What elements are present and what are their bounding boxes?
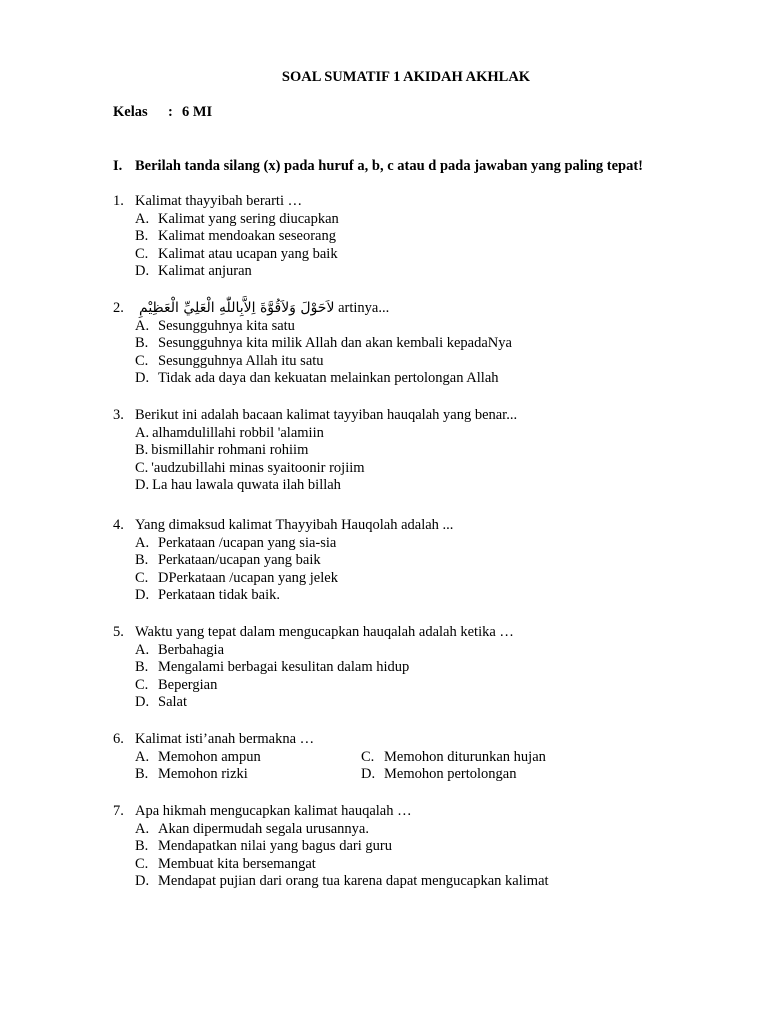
option-c xyxy=(113,677,753,695)
option-text: 'audzubillahi minas syaitoonir rojiim xyxy=(151,459,365,476)
option-text: La hau lawala quwata ilah billah xyxy=(152,477,341,494)
option-b xyxy=(113,442,753,460)
option-text: Kalimat mendoakan seseorang xyxy=(158,228,336,245)
question-text: Yang dimaksud kalimat Thayyibah Hauqolah adalah ... xyxy=(135,517,454,533)
option-letter: D. xyxy=(135,587,150,604)
question-number: 7. xyxy=(113,803,124,819)
option-d xyxy=(113,873,753,891)
option-text: Memohon ampun xyxy=(158,748,261,765)
option-text: Kalimat yang sering diucapkan xyxy=(158,210,339,227)
option-text: Memohon diturunkan hujan xyxy=(384,748,546,765)
option-text: Berbahagia xyxy=(158,641,225,658)
section-number: I. xyxy=(113,158,123,174)
option-letter: D. xyxy=(361,766,376,783)
question-1 xyxy=(113,193,753,281)
option-a xyxy=(113,642,753,660)
option-b xyxy=(113,659,753,677)
option-text: Perkataan /ucapan yang sia-sia xyxy=(158,534,337,551)
option-d xyxy=(113,263,753,281)
option-letter: A. xyxy=(135,820,150,837)
question-number: 6. xyxy=(113,731,124,747)
option-letter: B. xyxy=(135,552,149,569)
option-text: Kalimat anjuran xyxy=(158,263,252,280)
option-d xyxy=(361,766,661,784)
class-label: Kelas xyxy=(113,104,148,120)
option-text: Mendapatkan nilai yang bagus dari guru xyxy=(158,838,392,855)
option-letter: B. xyxy=(135,838,149,855)
option-c xyxy=(113,246,753,264)
option-d xyxy=(113,370,753,388)
option-c xyxy=(113,856,753,874)
option-d xyxy=(113,477,753,495)
option-letter: D. xyxy=(135,263,150,280)
option-text: Perkataan tidak baik. xyxy=(158,587,280,604)
option-a xyxy=(113,318,753,336)
option-text: Mendapat pujian dari orang tua karena dapat mengucapkan kalimat xyxy=(158,873,549,890)
question-text: Berikut ini adalah bacaan kalimat tayyiban hauqalah yang benar... xyxy=(135,407,518,423)
option-c xyxy=(361,749,661,767)
option-letter: D. xyxy=(135,873,150,890)
option-c xyxy=(113,460,753,478)
question-7 xyxy=(113,803,753,891)
option-text: Sesungguhnya kita milik Allah dan akan kembali kepadaNya xyxy=(158,335,512,352)
option-letter: B. xyxy=(135,335,149,352)
option-text: Kalimat atau ucapan yang baik xyxy=(158,245,338,262)
option-c xyxy=(113,353,753,371)
question-number: 5. xyxy=(113,624,124,640)
option-letter: B. xyxy=(135,442,149,459)
option-letter: C. xyxy=(135,676,149,693)
option-a xyxy=(113,425,753,443)
option-letter: A. xyxy=(135,210,150,227)
question-number: 4. xyxy=(113,517,124,533)
question-number: 3. xyxy=(113,407,124,423)
option-letter: C. xyxy=(135,855,149,872)
option-letter: B. xyxy=(135,228,149,245)
option-letter: B. xyxy=(135,766,149,783)
option-letter: A. xyxy=(135,534,150,551)
option-text: Perkataan/ucapan yang baik xyxy=(158,552,321,569)
option-a xyxy=(113,211,753,229)
question-text: Kalimat thayyibah berarti … xyxy=(135,193,303,209)
option-text: Memohon rizki xyxy=(158,766,248,783)
option-text: bismillahir rohmani rohiim xyxy=(151,442,309,459)
question-4 xyxy=(113,517,753,605)
option-letter: A. xyxy=(135,424,150,441)
option-text: Bepergian xyxy=(158,676,218,693)
question-5 xyxy=(113,624,753,712)
option-text: Sesungguhnya kita satu xyxy=(158,317,295,334)
option-text: DPerkataan /ucapan yang jelek xyxy=(158,569,338,586)
question-number: 1. xyxy=(113,193,124,209)
option-letter: A. xyxy=(135,641,150,658)
option-d xyxy=(113,694,753,712)
option-a xyxy=(135,749,361,767)
option-letter: C. xyxy=(135,352,149,369)
option-c xyxy=(113,570,753,588)
question-6 xyxy=(113,731,753,784)
option-letter: C. xyxy=(135,569,149,586)
option-letter: C. xyxy=(361,748,375,765)
option-text: Tidak ada daya dan kekuatan melainkan pertolongan Allah xyxy=(158,370,499,387)
option-letter: C. xyxy=(135,459,149,476)
option-a xyxy=(113,821,753,839)
option-d xyxy=(113,587,753,605)
option-a xyxy=(113,535,753,553)
section-instruction xyxy=(113,158,643,176)
option-letter: B. xyxy=(135,659,149,676)
arabic-phrase: لاَحَوْلَ وَلاَقُوَّةَ اِلاَّبِاللّٰهِ الْعَلِيِّ الْعَظِيْمِ xyxy=(139,300,335,316)
option-text: Akan dipermudah segala urusannya. xyxy=(158,820,369,837)
option-letter: D. xyxy=(135,694,150,711)
question-text: Kalimat isti’anah bermakna … xyxy=(135,731,315,747)
option-text: alhamdulillahi robbil 'alamiin xyxy=(152,424,324,441)
class-colon: : xyxy=(168,104,173,120)
option-letter: A. xyxy=(135,748,150,765)
option-letter: D. xyxy=(135,370,150,387)
question-text: Waktu yang tepat dalam mengucapkan hauqalah adalah ketika … xyxy=(135,624,514,640)
class-value: 6 MI xyxy=(182,104,213,120)
option-letter: C. xyxy=(135,245,149,262)
option-letter: D. xyxy=(135,477,150,494)
question-text: artinya... xyxy=(338,300,390,316)
instruction-text: Berilah tanda silang (x) pada huruf a, b, c atau d pada jawaban yang paling tepat! xyxy=(135,158,644,174)
option-b xyxy=(113,228,753,246)
option-b xyxy=(113,552,753,570)
question-2 xyxy=(113,300,753,388)
option-text: Memohon pertolongan xyxy=(384,766,517,783)
option-b xyxy=(113,838,753,856)
question-text: Apa hikmah mengucapkan kalimat hauqalah … xyxy=(135,803,412,819)
question-3 xyxy=(113,407,753,495)
option-text: Salat xyxy=(158,694,187,711)
class-info xyxy=(113,104,212,122)
page-title: SOAL SUMATIF 1 AKIDAH AKHLAK xyxy=(281,69,531,85)
option-letter: A. xyxy=(135,317,150,334)
option-text: Mengalami berbagai kesulitan dalam hidup xyxy=(158,659,410,676)
option-b xyxy=(135,766,361,784)
option-b xyxy=(113,335,753,353)
option-text: Membuat kita bersemangat xyxy=(158,855,316,872)
option-grid xyxy=(113,749,753,784)
question-number: 2. xyxy=(113,300,124,316)
option-text: Sesungguhnya Allah itu satu xyxy=(158,352,324,369)
